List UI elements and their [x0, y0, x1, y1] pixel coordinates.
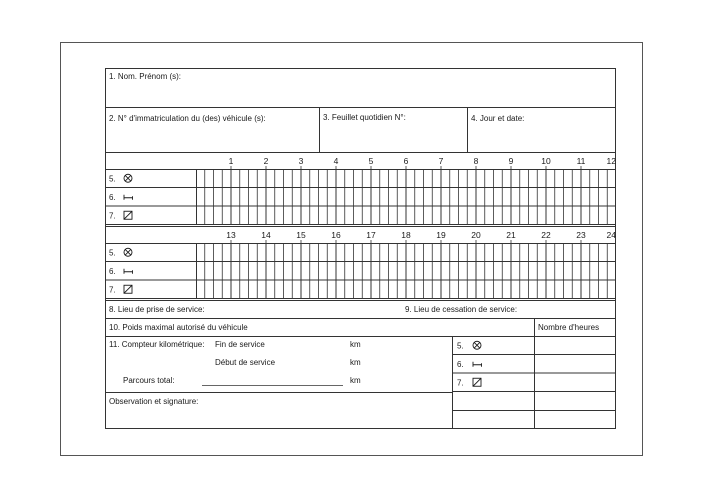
activity-row-number: 7. [109, 211, 116, 221]
hour-label: 9 [508, 156, 514, 166]
hour-label: 18 [401, 230, 411, 240]
hour-label: 5 [368, 156, 374, 166]
driving-wheel-icon [473, 341, 481, 349]
form-svg [105, 68, 616, 429]
hour-label: 2 [263, 156, 269, 166]
hour-label: 13 [226, 230, 236, 240]
end-location-label: 9. Lieu de cessation de service: [405, 305, 518, 314]
driving-wheel-icon [124, 248, 132, 256]
activity-grid-hours-1-12[interactable] [105, 153, 616, 225]
date-label: 4. Jour et date: [471, 114, 525, 123]
hour-label: 7 [438, 156, 444, 166]
end-service-km: km [350, 340, 361, 349]
summary-row-number: 6. [457, 359, 464, 369]
hour-label: 14 [261, 230, 271, 240]
rest-bed-icon [473, 362, 482, 367]
hour-label: 12 [606, 156, 616, 166]
hour-label: 11 [576, 156, 586, 166]
hour-label: 19 [436, 230, 446, 240]
availability-box-icon [473, 378, 481, 386]
hour-label: 1 [228, 156, 234, 166]
activity-row-number: 5. [109, 248, 116, 258]
start-service-km: km [350, 358, 361, 367]
summary-row-number: 7. [457, 378, 464, 388]
availability-box-icon [124, 211, 132, 219]
rest-bed-icon [124, 195, 133, 200]
hour-label: 8 [473, 156, 479, 166]
hour-label: 10 [541, 156, 551, 166]
hour-label: 17 [366, 230, 376, 240]
activity-row-number: 6. [109, 192, 116, 202]
hour-label: 24 [606, 230, 616, 240]
start-location-label: 8. Lieu de prise de service: [109, 305, 205, 314]
end-service-label: Fin de service [215, 340, 265, 349]
max-weight-label: 10. Poids maximal autorisé du véhicule [109, 323, 248, 332]
rest-bed-icon [124, 269, 133, 274]
hour-label: 22 [541, 230, 551, 240]
summary-row-number: 5. [457, 341, 464, 351]
total-distance-km: km [350, 376, 361, 385]
observation-label: Observation et signature: [109, 397, 199, 406]
hour-label: 15 [296, 230, 306, 240]
hour-label: 4 [333, 156, 339, 166]
driving-wheel-icon [124, 174, 132, 182]
hour-label: 21 [506, 230, 516, 240]
hour-label: 23 [576, 230, 586, 240]
activity-row-number: 6. [109, 266, 116, 276]
hour-label: 16 [331, 230, 341, 240]
daily-sheet-label: 3. Feuillet quotidien N°: [323, 113, 406, 122]
hour-label: 6 [403, 156, 409, 166]
activity-row-number: 5. [109, 174, 116, 184]
activity-grid-hours-13-24[interactable] [105, 227, 616, 299]
name-label: 1. Nom. Prénom (s): [109, 72, 182, 81]
hour-label: 3 [298, 156, 304, 166]
activity-row-number: 7. [109, 285, 116, 295]
availability-box-icon [124, 285, 132, 293]
registration-label: 2. N° d'immatriculation du (des) véhicule (s): [109, 114, 266, 123]
tachograph-form [105, 68, 616, 429]
total-distance-label: Parcours total: [123, 376, 175, 385]
hours-count-label: Nombre d'heures [538, 323, 600, 332]
odometer-label: 11. Compteur kilométrique: [109, 340, 205, 349]
hour-label: 20 [471, 230, 481, 240]
start-service-label: Début de service [215, 358, 276, 367]
name-field[interactable] [105, 72, 616, 108]
